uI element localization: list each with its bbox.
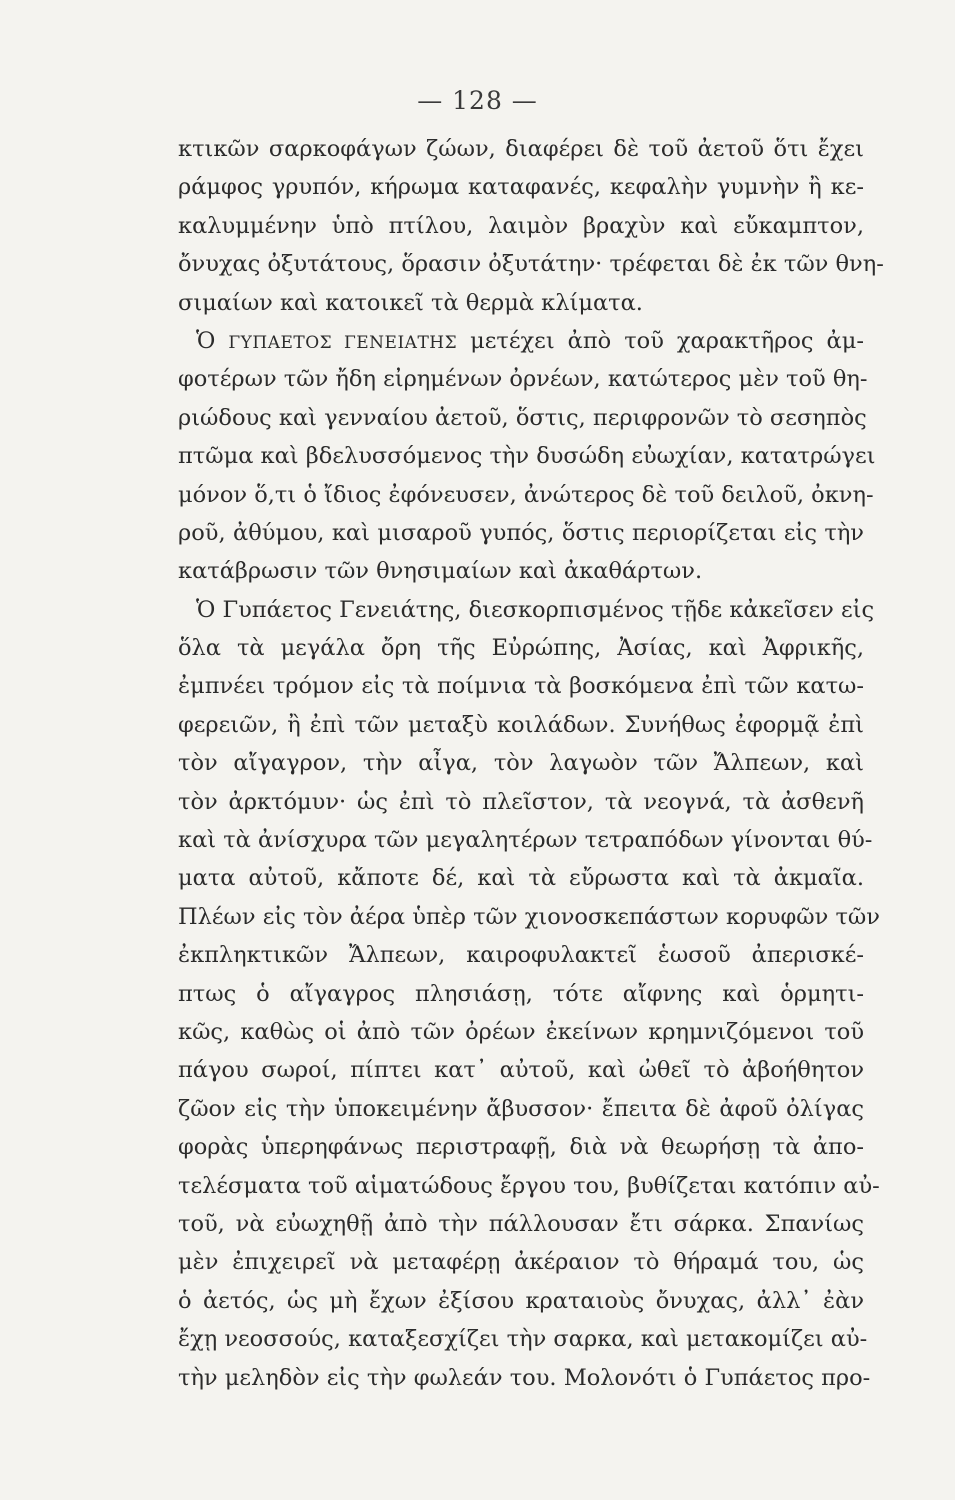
text-line: ζῶον εἰς τὴν ὑποκειμένην ἄβυσσον· ἔπειτα δὲ ἀφοῦ ὀλίγας [178, 1095, 864, 1122]
text-line: Πλέων εἰς τὸν ἀέρα ὑπὲρ τῶν χιονοσκεπάστων κορυφῶν τῶν [178, 903, 880, 930]
paragraph-start-line: Ὁ Γυπάετος Γενειάτης, διεσκορπισμένος τῇδε κἀκεῖσεν εἰς [196, 596, 875, 623]
text-line: καὶ τὰ ἀνίσχυρα τῶν μεγαλητέρων τετραπόδων γίνονται θύ- [178, 827, 873, 854]
text-line: κῶς, καθὼς οἱ ἀπὸ τῶν ὀρέων ἐκείνων κρημνιζόμενοι τοῦ [178, 1018, 864, 1045]
text-line: τὴν μεληδὸν εἰς τὴν φωλεάν του. Μολονότι ὁ Γυπάετος προ- [178, 1364, 871, 1391]
text-line: ἐκπληκτικῶν Ἄλπεων, καιροφυλακτεῖ ἑωσοῦ ἀπερισκέ- [178, 942, 864, 969]
text-line: τελέσματα τοῦ αἱματώδους ἔργου του, βυθίζεται κατόπιν αὐ- [178, 1172, 880, 1199]
text-line: ριώδους καὶ γενναίου ἀετοῦ, ὅστις, περιφρονῶν τὸ σεσηπὸς [178, 404, 867, 431]
text-line: ἔχῃ νεοσσούς, καταξεσχίζει τὴν σαρκα, καὶ μετακομίζει αὐ- [178, 1326, 868, 1353]
text-line: τοῦ, νὰ εὐωχηθῇ ἀπὸ τὴν πάλλουσαν ἔτι σάρκα. Σπανίως [178, 1210, 864, 1237]
text-line: ὅλα τὰ μεγάλα ὄρη τῆς Εὐρώπης, Ἀσίας, καὶ Ἀφρικῆς, [178, 635, 864, 662]
text-line: φερειῶν, ἢ ἐπὶ τῶν μεταξὺ κοιλάδων. Συνήθως ἐφορμᾷ ἐπὶ [178, 711, 864, 738]
text-line: τὸν αἴγαγρον, τὴν αἶγα, τὸν λαγωὸν τῶν Ἄλπεων, καὶ [178, 750, 864, 777]
text-line: πτως ὁ αἴγαγρος πλησιάσῃ, τότε αἴφνης καὶ ὁρμητι- [178, 980, 864, 1007]
text-line: κτικῶν σαρκοφάγων ζώων, διαφέρει δὲ τοῦ ἀετοῦ ὅτι ἔχει [178, 136, 864, 162]
text-line: φορὰς ὑπερηφάνως περιστραφῇ, διὰ νὰ θεωρήσῃ τὰ ἀπο- [178, 1134, 864, 1161]
paragraph-start-line [178, 322, 864, 360]
species-name-smallcaps: ΓΥΠΑΕΤΟΣ ΓΕΝΕΙΑΤΗΣ [228, 332, 458, 353]
text-line: ὁ ἀετός, ὡς μὴ ἔχων ἐξίσου κραταιοὺς ὄνυχας, ἀλλ᾽ ἐὰν [178, 1287, 864, 1314]
page-number: — 128 — [417, 86, 538, 115]
text-line: ράμφος γρυπόν, κήρωμα καταφανές, κεφαλὴν γυμνὴν ἢ κε- [178, 174, 864, 201]
text-line: ροῦ, ἀθύμου, καὶ μισαροῦ γυπός, ὅστις περιορίζεται εἰς τὴν [178, 519, 864, 546]
text-line: φοτέρων τῶν ἤδη εἰρημένων ὀρνέων, κατώτερος μὲν τοῦ θη- [178, 366, 868, 393]
text-line: τὸν ἀρκτόμυν· ὡς ἐπὶ τὸ πλεῖστον, τὰ νεογνά, τὰ ἀσθενῆ [178, 788, 864, 815]
text-line: ματα αὐτοῦ, κἄποτε δέ, καὶ τὰ εὔρωστα καὶ τὰ ἀκμαῖα. [178, 865, 864, 892]
text-line: πάγου σωροί, πίπτει κατ᾽ αὐτοῦ, καὶ ὠθεῖ τὸ ἀβοήθητον [178, 1057, 864, 1084]
text-line: πτῶμα καὶ βδελυσσόμενος τὴν δυσώδη εὐωχίαν, κατατρώγει [178, 443, 876, 470]
text-line: κατάβρωσιν τῶν θνησιμαίων καὶ ἀκαθάρτων. [178, 558, 703, 585]
text-line: μὲν ἐπιχειρεῖ νὰ μεταφέρῃ ἀκέραιον τὸ θήραμά του, ὡς [178, 1249, 864, 1276]
body-text [178, 130, 884, 1397]
text-line: ὄνυχας ὀξυτάτους, ὅρασιν ὀξυτάτην· τρέφεται δὲ ἐκ τῶν θνη- [178, 251, 884, 278]
text-line: μόνον ὅ,τι ὁ ἴδιος ἐφόνευσεν, ἀνώτερος δὲ τοῦ δειλοῦ, ὀκνη- [178, 481, 874, 508]
text-line: σιμαίων καὶ κατοικεῖ τὰ θερμὰ κλίματα. [178, 289, 643, 316]
text-line: ἐμπνέει τρόμον εἰς τὰ ποίμνια τὰ βοσκόμενα ἐπὶ τῶν κατω- [178, 673, 864, 700]
paragraph-lead: Ὁ [196, 327, 229, 354]
text-fragment: μετέχει ἀπὸ τοῦ χαρακτῆρος ἀμ- [457, 327, 864, 354]
text-line: καλυμμένην ὑπὸ πτίλου, λαιμὸν βραχὺν καὶ εὔκαμπτον, [178, 212, 864, 239]
